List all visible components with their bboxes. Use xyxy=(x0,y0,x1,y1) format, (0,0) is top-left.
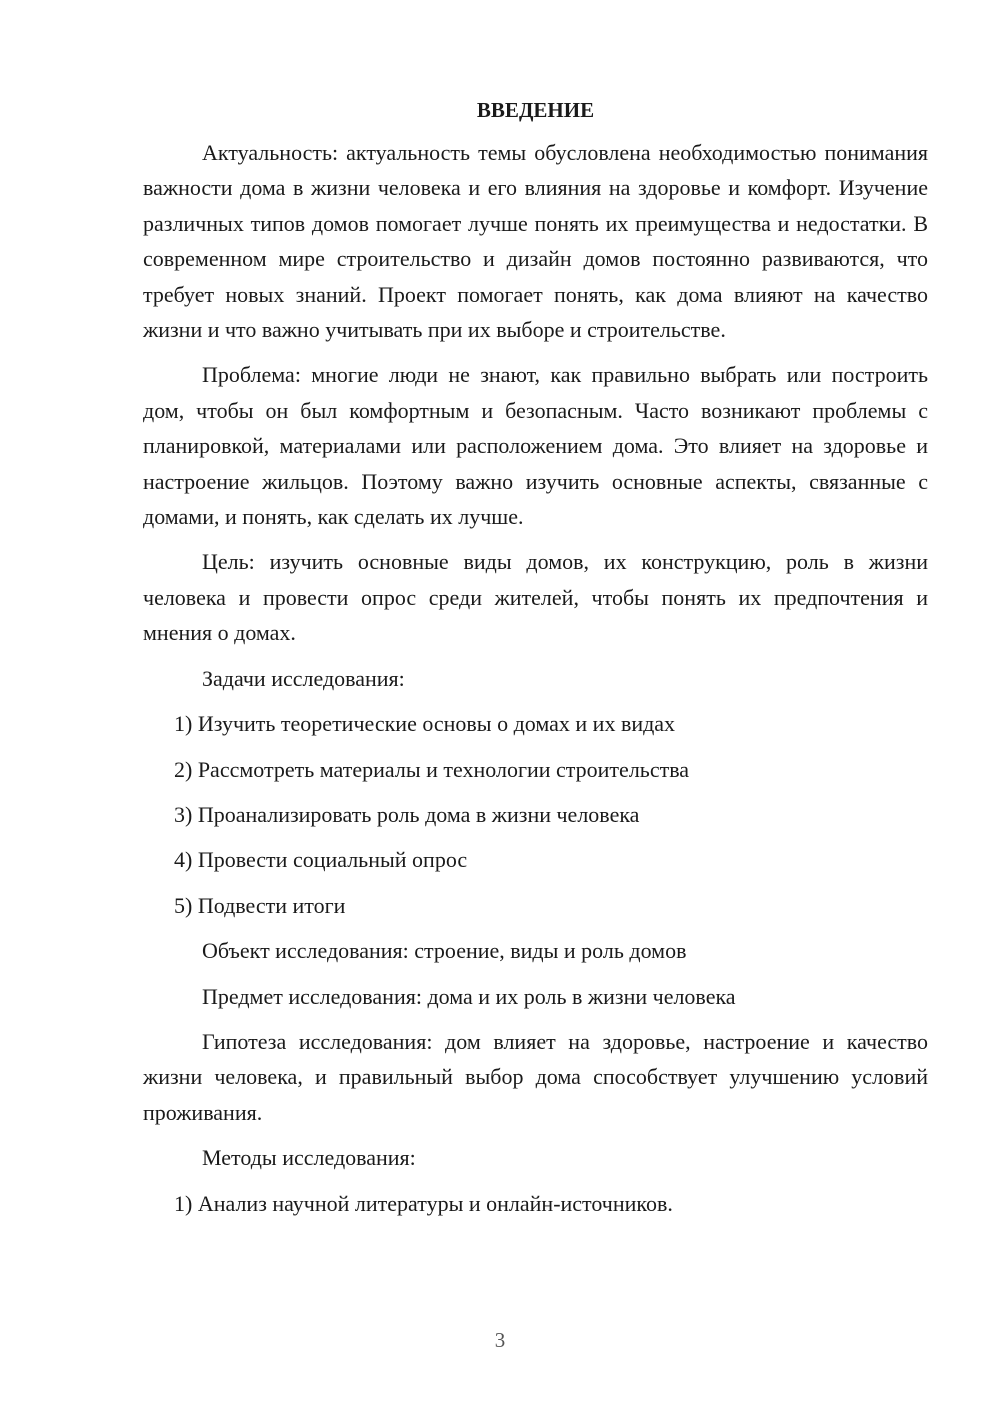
relevance-paragraph: Актуальность: актуальность темы обусловлена необходимостью понимания важности дома в жизни человека и его влияния на здоровье и комфорт. Изучение различных типов домов помогает лучше понять их преимущества и недостатки. В современном мире строительство и дизайн домов постоянно развиваются, что требует новых знаний. Проект помогает понять, как дома влияют на качество жизни и что важно учитывать при их выборе и строительстве. xyxy=(143,140,928,343)
hypothesis-paragraph: Гипотеза исследования: дом влияет на здоровье, настроение и качество жизни человека, и правильный выбор дома способствует улучшению условий проживания. xyxy=(143,1028,928,1125)
tasks-heading: Задачи исследования: xyxy=(202,665,405,691)
task-item: 2) Рассмотреть материалы и технологии строительства xyxy=(174,756,690,782)
document-page xyxy=(143,95,928,1231)
tasks-list xyxy=(143,706,928,923)
problem-paragraph: Проблема: многие люди не знают, как правильно выбрать или построить дом, чтобы он был комфортным и безопасным. Часто возникают проблемы с планировкой, материалами или расположением дома. Это влияет на здоровье и настроение жильцов. Поэтому важно изучить основные аспекты, связанные с домами, и понять, как сделать их лучше. xyxy=(143,362,928,530)
research-subject: Предмет исследования: дома и их роль в жизни человека xyxy=(202,983,736,1009)
task-item: 1) Изучить теоретические основы о домах и их видах xyxy=(174,711,676,737)
page-number: 3 xyxy=(494,1328,506,1352)
task-item: 5) Подвести итоги xyxy=(174,892,346,918)
task-item: 3) Проанализировать роль дома в жизни человека xyxy=(174,801,640,827)
methods-heading: Методы исследования: xyxy=(202,1145,416,1171)
section-title: ВВЕДЕНИЕ xyxy=(476,98,595,122)
methods-list xyxy=(143,1186,928,1221)
task-item: 4) Провести социальный опрос xyxy=(174,847,468,873)
method-item: 1) Анализ научной литературы и онлайн-источников. xyxy=(174,1190,673,1216)
research-object: Объект исследования: строение, виды и роль домов xyxy=(202,938,687,964)
goal-paragraph: Цель: изучить основные виды домов, их конструкцию, роль в жизни человека и провести опрос среди жителей, чтобы понять их предпочтения и мнения о домах. xyxy=(143,549,928,646)
